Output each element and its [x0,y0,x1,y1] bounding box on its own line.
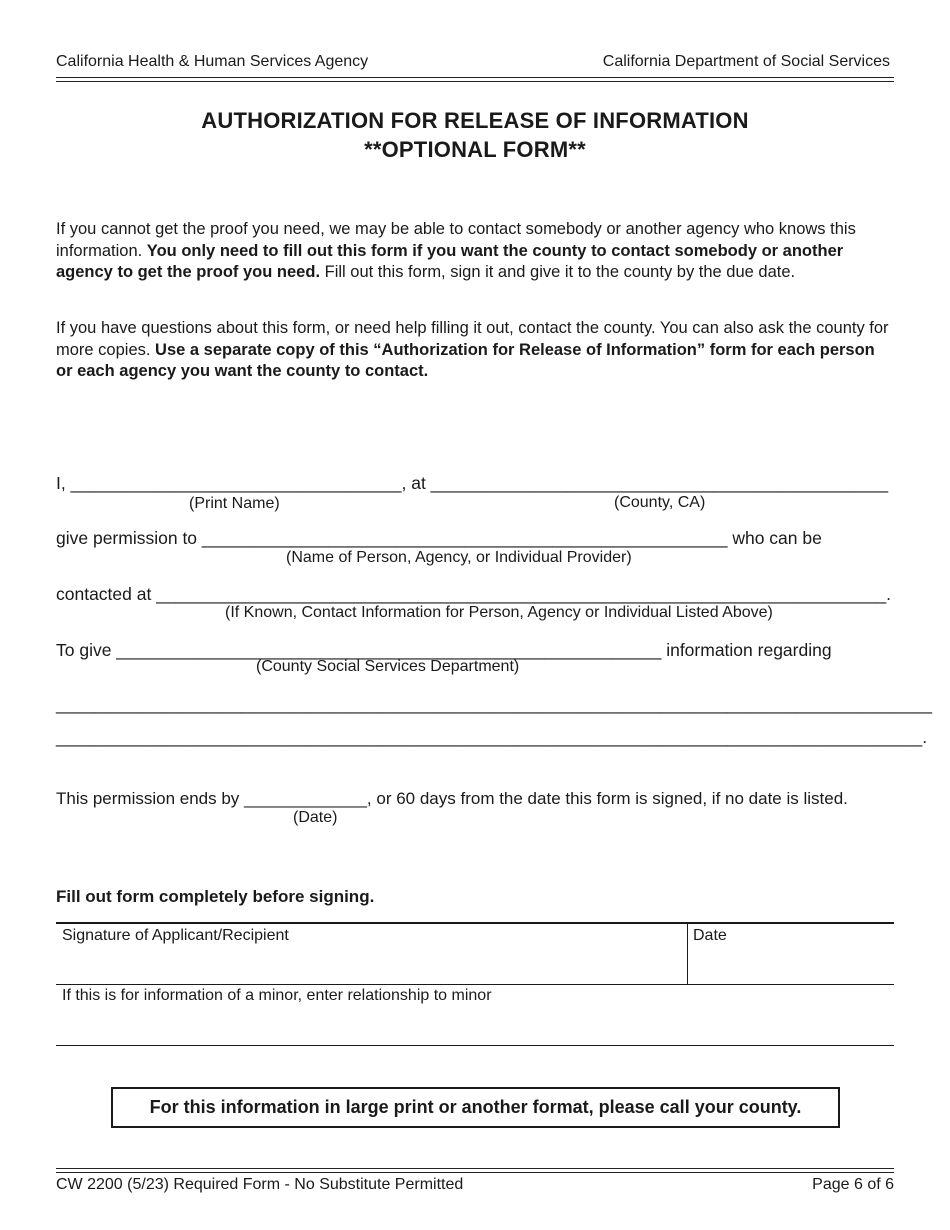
large-print-notice-box [111,1087,840,1128]
permission-end-line[interactable]: This permission ends by _____________, or 60 days from the date this form is signed, if no date is listed. [56,789,848,808]
footer-rule-bottom [56,1172,894,1173]
contacted-at-line[interactable]: contacted at ___________________________________________________________________________. [56,584,892,604]
footer-form-id: CW 2200 (5/23) Required Form - No Substitute Permitted [56,1176,464,1193]
intro-paragraph-1: If you cannot get the proof you need, we may be able to contact somebody or another agency who knows this information. You only need to fill out this form if you want the county to contact somebody or another agency to get the proof you need. Fill out this form, sign it and give it to the county by the due date. [56,220,856,281]
header-rule-bottom [56,81,894,82]
date-label: Date [693,927,727,944]
caption-name-person: (Name of Person, Agency, or Individual Provider) [286,549,632,566]
header-department: California Department of Social Services [602,53,890,70]
caption-date: (Date) [293,809,338,826]
large-print-notice: For this information in large print or another format, please call your county. [149,1097,802,1117]
minor-label: If this is for information of a minor, enter relationship to minor [62,987,492,1004]
regarding-line-2[interactable]: _________________________________________________________________________________________. [56,727,928,747]
signature-row-bottom [56,984,894,985]
caption-department: (County Social Services Department) [256,658,520,675]
signing-instruction: Fill out form completely before signing. [56,887,375,906]
minor-relationship-field[interactable] [62,987,890,1043]
footer-rule-top [56,1168,894,1169]
form-title: AUTHORIZATION FOR RELEASE OF INFORMATION [201,108,749,133]
signature-date-field[interactable] [693,927,891,983]
header-rule-top [56,77,894,78]
intro-paragraph-2: If you have questions about this form, or need help filling it out, contact the county. You can also ask the county for more copies. Use a separate copy of this “Authorization for Release of Information” form for each person or each agency you want the county to contact. [56,319,889,380]
signature-label: Signature of Applicant/Recipient [62,927,289,944]
footer-page-number: Page 6 of 6 [812,1176,894,1193]
regarding-line-1[interactable]: __________________________________________________________________________________________ [56,694,932,714]
name-county-line[interactable]: I, __________________________________, at _______________________________________________ [56,473,889,493]
to-give-line[interactable]: To give ________________________________________________________ information regarding [56,640,832,660]
minor-row-bottom [56,1045,894,1046]
signature-field[interactable] [62,927,682,983]
permission-to-line[interactable]: give permission to ______________________________________________________ who can be [56,528,822,548]
signature-table-top [56,922,894,924]
header-agency: California Health & Human Services Agency [56,53,369,70]
caption-print-name: (Print Name) [189,495,280,512]
signature-divider [687,923,688,984]
caption-contact-info: (If Known, Contact Information for Person, Agency or Individual Listed Above) [225,604,773,621]
form-subtitle: **OPTIONAL FORM** [364,137,586,162]
caption-county: (County, CA) [614,494,706,511]
